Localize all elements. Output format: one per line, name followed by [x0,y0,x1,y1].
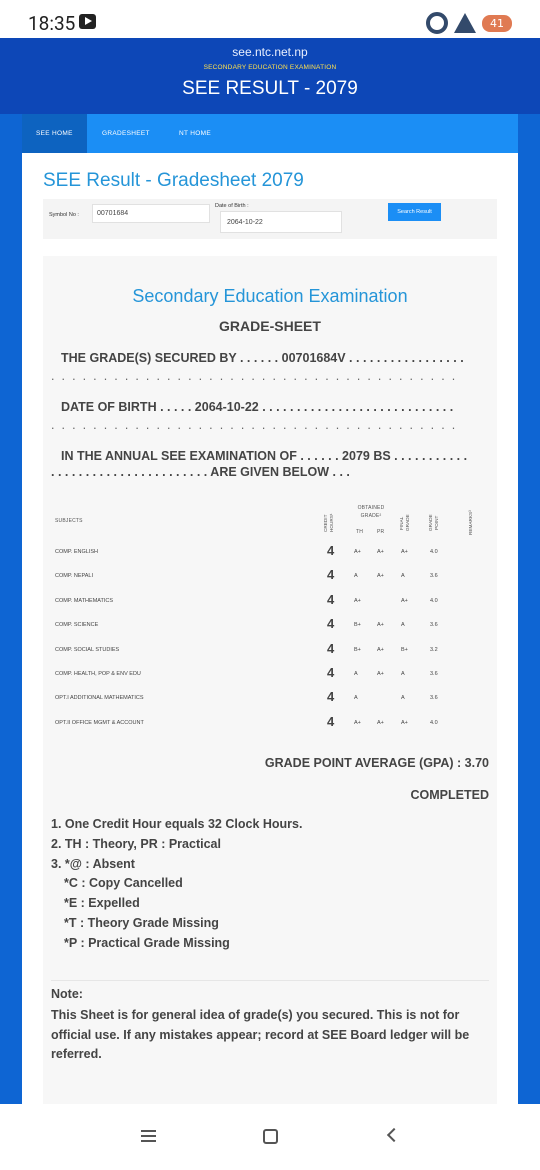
grade-sheet [43,256,497,1104]
sheet-subtitle: GRADE-SHEET [219,318,321,334]
exam-line: IN THE ANNUAL SEE EXAMINATION OF . . . . . . 2079 BS . . . . . . . . . . . [61,449,468,463]
note-text: This Sheet is for general idea of grade(s) you secured. This is not for official use. If any mistakes appear; record at SEE Board ledger will be referred. [51,1008,470,1061]
final-grade-cell: A [401,622,405,629]
symbol-label: Symbol No : [49,212,79,218]
col-pr: PR [377,529,385,535]
theory-grade-cell: A [354,695,358,702]
header-title: SEE RESULT - 2079 [182,78,358,99]
subject-cell: COMP. SOCIAL STUDIES [55,646,120,653]
back-icon[interactable] [387,1128,401,1142]
content-panel [22,153,518,1104]
theory-grade-cell: B+ [354,622,361,629]
credit-hours-cell: 4 [327,640,335,656]
final-grade-cell: A+ [401,719,408,726]
grade-point-cell: 4.0 [430,597,438,604]
gpa-value: GRADE POINT AVERAGE (GPA) : 3.70 [264,756,489,770]
recent-apps-icon[interactable] [141,1130,156,1143]
battery-icon: 41 [482,15,512,32]
practical-grade-cell: A+ [377,549,384,555]
footnote-item: *C : Copy Cancelled [64,876,183,891]
table-row [43,712,497,736]
home-icon[interactable] [263,1129,278,1144]
theory-grade-cell: A+ [354,719,361,726]
practical-grade-cell: A+ [377,573,384,580]
system-nav-bar [0,1104,540,1170]
subject-cell: OPT.I ADDITIONAL MATHEMATICS [55,695,144,702]
status-icons [426,12,512,34]
col-obtained-grade: OBTAINED GRADE² [357,505,385,519]
grade-point-cell: 3.6 [430,573,438,580]
footnote-item: *P : Practical Grade Missing [64,935,230,950]
credit-hours-cell: 4 [327,616,335,632]
dob-label: Date of Birth : [215,203,249,209]
sheet-title: Secondary Education Examination [132,286,408,306]
grade-point-cell: 3.6 [430,671,438,677]
footnote-item: 1. One Credit Hour equals 32 Clock Hours. [51,817,303,831]
credit-hours-cell: 4 [327,543,335,558]
subject-cell: OPT.II OFFICE MGMT & ACCOUNT [55,719,144,726]
footnote-item: 2. TH : Theory, PR : Practical [51,836,221,851]
theory-grade-cell: A [354,573,358,580]
credit-hours-cell: 4 [327,713,335,729]
dob-input[interactable]: 2064-10-22 [220,211,342,233]
subject-cell: COMP. ENGLISH [55,549,98,555]
exam-line-cont: . . . . . . . . . . . . . . . . . . . . . . . ARE GIVEN BELOW . . . [51,465,350,479]
final-grade-cell: B+ [401,646,408,653]
nav-item-gradesheet[interactable]: GRADESHEET [102,130,150,137]
grade-point-cell: 3.6 [430,622,438,629]
grade-point-cell: 3.6 [430,695,438,702]
col-grade-point: GRADE POINT [428,514,439,532]
final-grade-cell: A+ [401,549,408,555]
table-row [43,639,497,663]
footnote-item: 3. *@ : Absent [51,856,135,871]
col-final-grade: FINAL GRADE [399,514,410,532]
site-header [0,38,540,114]
dotted-line: . . . . . . . . . . . . . . . . . . . . . . . . . . . . . . . . . . . . . . . [51,418,458,432]
practical-grade-cell: A+ [377,671,384,677]
theory-grade-cell: A+ [354,597,361,604]
search-result-button[interactable]: Search Result [388,203,441,221]
footnotes [51,815,302,954]
table-row [43,541,497,565]
grade-point-cell: 4.0 [430,719,438,726]
note-heading: Note: [51,987,83,1001]
nav-item-see-home[interactable]: SEE HOME [22,114,87,153]
subject-cell: COMP. NEPALI [55,573,94,580]
site-url: see.ntc.net.np [232,45,308,59]
credit-hours-cell: 4 [327,591,335,607]
search-form [43,199,497,239]
status-time: 18:35 [28,12,76,35]
final-grade-cell: A [401,573,405,580]
page [0,38,540,1104]
grade-point-cell: 3.2 [430,646,438,653]
completed-status: COMPLETED [410,788,489,802]
credit-hours-cell: 4 [327,665,335,680]
final-grade-cell: A+ [401,597,408,604]
symbol-input[interactable]: 00701684 [92,204,210,223]
theory-grade-cell: B+ [354,646,361,653]
notification-triangle-icon [454,13,476,33]
dob-line: DATE OF BIRTH . . . . . 2064-10-22 . . . . . . . . . . . . . . . . . . . . . . . . . . . . [61,400,454,414]
divider [51,980,489,981]
status-bar [0,0,540,38]
theory-grade-cell: A [354,671,358,677]
col-remarks: REMARKS³ [468,510,473,536]
col-subjects: SUBJECTS [55,518,83,524]
final-grade-cell: A [401,695,405,702]
header-subtitle: SECONDARY EDUCATION EXAMINATION [203,64,337,71]
nav-item-nt-home[interactable]: NT HOME [179,130,211,137]
final-grade-cell: A [401,671,405,677]
col-credit-hours: CREDIT HOURS¹ [323,513,334,533]
grade-point-cell: 4.0 [430,549,438,555]
col-th: TH [356,529,364,535]
subject-cell: COMP. HEALTH, POP & ENV EDU [55,671,141,677]
table-row [43,565,497,589]
table-row [43,614,497,638]
practical-grade-cell: A+ [377,719,384,726]
play-icon [79,14,96,29]
table-row [43,663,497,687]
dotted-line: . . . . . . . . . . . . . . . . . . . . . . . . . . . . . . . . . . . . . . . [51,369,458,383]
practical-grade-cell: A+ [377,646,384,653]
footnote-item: *T : Theory Grade Missing [64,915,219,930]
grade-secured-line: THE GRADE(S) SECURED BY . . . . . . 00701684V . . . . . . . . . . . . . . . . . [61,351,464,365]
footnote-item: *E : Expelled [64,896,140,911]
table-row [43,590,497,614]
subject-cell: COMP. SCIENCE [55,622,99,629]
nav-bar [22,114,518,153]
table-row [43,687,497,711]
page-title: SEE Result - Gradesheet 2079 [43,170,304,191]
practical-grade-cell: A+ [377,622,384,629]
notification-ring-icon [426,12,448,34]
credit-hours-cell: 4 [327,689,335,705]
subject-cell: COMP. MATHEMATICS [55,597,114,604]
credit-hours-cell: 4 [327,567,335,583]
theory-grade-cell: A+ [354,549,361,555]
